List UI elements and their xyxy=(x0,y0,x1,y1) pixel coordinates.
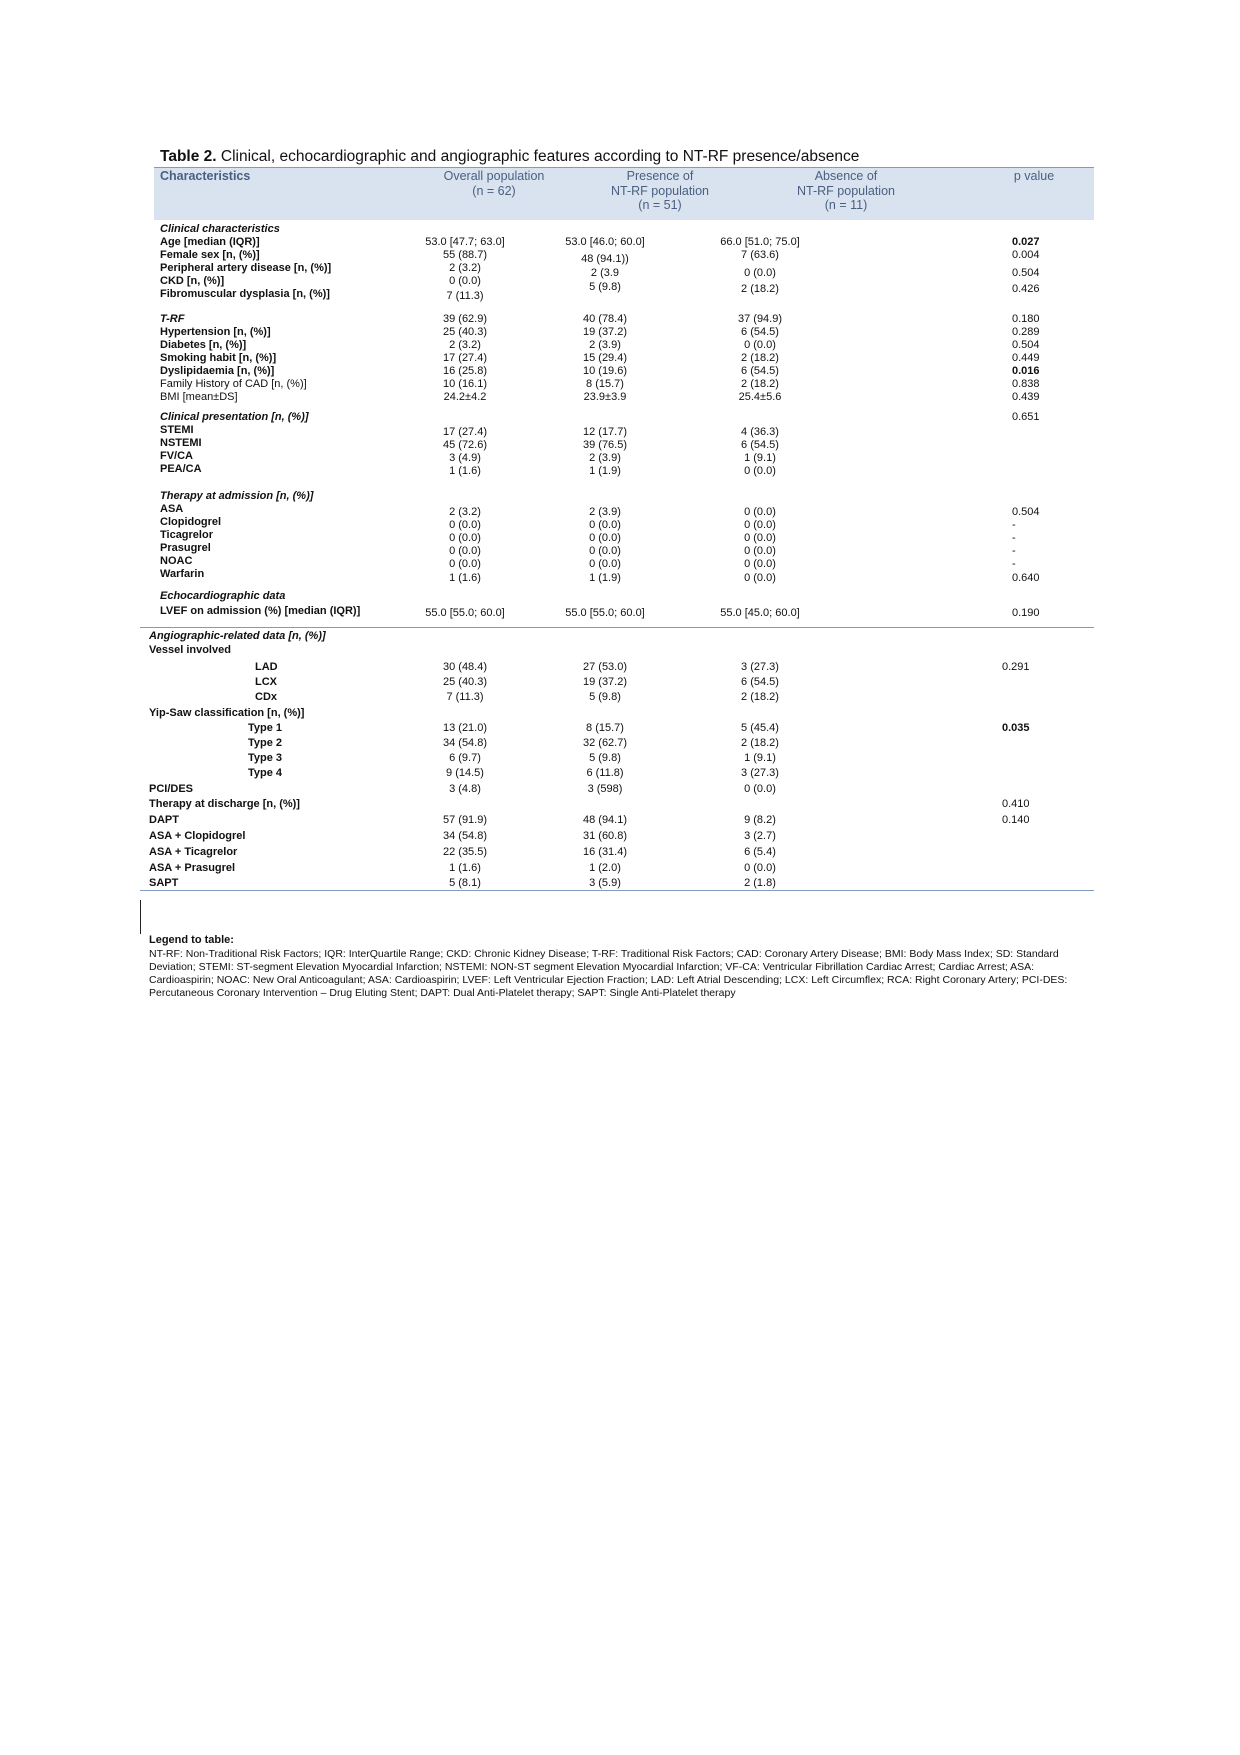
table-header xyxy=(154,167,1094,220)
row-label: T-RF xyxy=(160,313,185,325)
row-value: 8 (15.7) xyxy=(586,378,624,390)
row-label: Vessel involved xyxy=(149,644,231,656)
row-p-value: 0.426 xyxy=(1012,283,1040,295)
row-label: Type 4 xyxy=(248,767,283,779)
row-p-value: 0.027 xyxy=(1012,236,1040,248)
header-presence-line3: (n = 51) xyxy=(638,198,682,212)
row-label: CDx xyxy=(255,691,278,703)
row-label: DAPT xyxy=(149,814,179,826)
row-value: 7 (63.6) xyxy=(741,249,779,261)
row-value: 0 (0.0) xyxy=(744,506,776,518)
row-p-value: - xyxy=(1012,519,1016,531)
row-label: LVEF on admission (%) [median (IQR)] xyxy=(160,605,361,617)
row-value: 1 (9.1) xyxy=(744,452,776,464)
row-value: 39 (62.9) xyxy=(442,313,488,325)
row-label: Type 1 xyxy=(248,722,283,734)
row-value: 6 (5.4) xyxy=(744,846,776,858)
row-value: 17 (27.4) xyxy=(442,426,488,438)
table-title xyxy=(160,148,859,166)
header-absence-line1: Absence of xyxy=(814,169,878,183)
row-label: PCI/DES xyxy=(149,783,194,795)
row-label: Echocardiographic data xyxy=(160,590,286,602)
row-value: 3 (2.7) xyxy=(744,830,776,842)
row-value: 34 (54.8) xyxy=(442,737,488,749)
row-value: 2 (3.2) xyxy=(449,506,481,518)
row-label: ASA + Ticagrelor xyxy=(149,846,238,858)
row-value: 0 (0.0) xyxy=(449,519,481,531)
row-value: 31 (60.8) xyxy=(582,830,628,842)
row-value: 16 (31.4) xyxy=(582,846,628,858)
header-absence-line3: (n = 11) xyxy=(824,198,868,212)
row-p-value: 0.640 xyxy=(1012,572,1040,584)
row-value: 37 (94.9) xyxy=(737,313,783,325)
row-value: 5 (9.8) xyxy=(589,752,621,764)
row-value: 48 (94.1) xyxy=(582,814,628,826)
row-value: 2 (3.9) xyxy=(589,506,621,518)
row-value: 0 (0.0) xyxy=(589,558,621,570)
row-label: Angiographic-related data [n, (%)] xyxy=(149,630,326,642)
row-value: 3 (4.9) xyxy=(449,452,481,464)
row-value: 0 (0.0) xyxy=(744,783,776,795)
row-value: 6 (54.5) xyxy=(741,365,779,377)
header-presence xyxy=(570,169,750,213)
row-value: 10 (19.6) xyxy=(582,365,628,377)
header-absence xyxy=(756,169,936,213)
row-value: 5 (9.8) xyxy=(589,691,621,703)
row-value: 6 (54.5) xyxy=(741,326,779,338)
row-value: 5 (45.4) xyxy=(741,722,779,734)
row-value: 30 (48.4) xyxy=(442,661,488,673)
row-value: 2 (18.2) xyxy=(741,737,779,749)
row-value: 5 (8.1) xyxy=(449,877,481,889)
header-overall xyxy=(404,169,584,198)
row-value: 40 (78.4) xyxy=(582,313,628,325)
row-p-value: 0.504 xyxy=(1012,267,1040,279)
row-value: 45 (72.6) xyxy=(442,439,488,451)
row-label: ASA xyxy=(160,503,184,515)
row-value: 2 (18.2) xyxy=(741,283,779,295)
row-value: 2 (3.9) xyxy=(589,452,621,464)
row-value: 12 (17.7) xyxy=(582,426,628,438)
row-value: 2 (3.9) xyxy=(589,339,621,351)
row-p-value: 0.449 xyxy=(1012,352,1040,364)
row-value: 27 (53.0) xyxy=(582,661,628,673)
row-value: 3 (4.8) xyxy=(449,783,481,795)
row-label: Diabetes [n, (%)] xyxy=(160,339,247,351)
row-value: 0 (0.0) xyxy=(744,545,776,557)
row-label: BMI [mean±DS] xyxy=(160,391,238,403)
row-value: 0 (0.0) xyxy=(744,558,776,570)
row-value: 0 (0.0) xyxy=(589,519,621,531)
row-label: Hypertension [n, (%)] xyxy=(160,326,271,338)
row-label: Female sex [n, (%)] xyxy=(160,249,260,261)
header-absence-line2: NT-RF population xyxy=(797,183,895,198)
row-p-value: 0.504 xyxy=(1012,506,1040,518)
row-value: 3 (5.9) xyxy=(589,877,621,889)
row-value: 3 (27.3) xyxy=(741,767,779,779)
header-presence-line2: NT-RF population xyxy=(611,183,709,198)
row-value: 2 (3.9 xyxy=(590,267,620,279)
row-label: Family History of CAD [n, (%)] xyxy=(160,378,307,390)
row-value: 55 (88.7) xyxy=(442,249,488,261)
row-label: LCX xyxy=(255,676,277,688)
table-caption: Clinical, echocardiographic and angiographic features according to NT-RF presence/absence xyxy=(216,148,860,165)
row-p-value: - xyxy=(1012,558,1016,570)
row-value: 34 (54.8) xyxy=(442,830,488,842)
row-value: 53.0 [46.0; 60.0] xyxy=(565,236,645,248)
row-label: Ticagrelor xyxy=(160,529,213,541)
row-label: Peripheral artery disease [n, (%)] xyxy=(160,262,332,274)
row-value: 7 (11.3) xyxy=(446,691,484,703)
row-value: 0 (0.0) xyxy=(744,339,776,351)
row-p-value: 0.439 xyxy=(1012,391,1040,403)
row-value: 10 (16.1) xyxy=(442,378,488,390)
row-p-value: 0.651 xyxy=(1012,411,1040,423)
row-value: 0 (0.0) xyxy=(744,519,776,531)
table-bottom-rule xyxy=(140,890,1094,891)
row-value: 0 (0.0) xyxy=(744,572,776,584)
row-value: 55.0 [45.0; 60.0] xyxy=(720,607,800,619)
row-value: 6 (9.7) xyxy=(449,752,481,764)
row-label: Therapy at admission [n, (%)] xyxy=(160,490,314,502)
row-p-value: 0.190 xyxy=(1012,607,1040,619)
row-value: 66.0 [51.0; 75.0] xyxy=(720,236,800,248)
row-value: 6 (54.5) xyxy=(741,439,779,451)
row-value: 3 (598) xyxy=(587,783,623,795)
row-value: 2 (18.2) xyxy=(741,691,779,703)
row-value: 6 (54.5) xyxy=(741,676,779,688)
row-value: 24.2±4.2 xyxy=(443,391,487,403)
row-value: 19 (37.2) xyxy=(582,326,628,338)
row-value: 0 (0.0) xyxy=(449,532,481,544)
row-value: 1 (1.6) xyxy=(449,572,481,584)
row-value: 3 (27.3) xyxy=(741,661,779,673)
row-value: 32 (62.7) xyxy=(582,737,628,749)
row-value: 1 (2.0) xyxy=(589,862,621,874)
row-value: 4 (36.3) xyxy=(741,426,779,438)
row-value: 1 (9.1) xyxy=(744,752,776,764)
row-value: 57 (91.9) xyxy=(442,814,488,826)
row-value: 53.0 [47.7; 63.0] xyxy=(425,236,505,248)
legend-text: NT-RF: Non-Traditional Risk Factors; IQR: InterQuartile Range; CKD: Chronic Kidney Disease; T-RF: Traditional Risk Factors; CAD: Coronary Artery Disease; BMI: Body Mass Index; SD: Standard Deviation; STEMI: ST-segment Elevation Myocardial Infarction; NSTEMI: NON-ST segment Elevation Myocardial Infarction; VF-CA: Ventricular Fibrillation Cardiac Arrest; Cardiac Arrest; ASA: Cardioaspirin; NOAC: New Oral Anticoagulant; ASA: Cardioaspirin; LVEF: Left Ventricular Ejection Fraction; LAD: Left Atrial Descending; LCX: Left Circumflex; RCA: Right Coronary Artery; PCI-DES: Percutaneous Coronary Intervention – Drug Eluting Stent; DAPT: Dual Anti-Platelet therapy; SAPT: Single Anti-Platelet therapy xyxy=(149,948,1068,999)
row-value: 39 (76.5) xyxy=(582,439,628,451)
row-label: CKD [n, (%)] xyxy=(160,275,225,287)
row-label: NSTEMI xyxy=(160,437,202,449)
row-value: 17 (27.4) xyxy=(442,352,488,364)
row-value: 0 (0.0) xyxy=(449,275,481,287)
row-label: Type 2 xyxy=(248,737,283,749)
row-label: FV/CA xyxy=(160,450,193,462)
row-value: 1 (1.9) xyxy=(589,572,621,584)
row-value: 2 (3.2) xyxy=(449,339,481,351)
row-label: Yip-Saw classification [n, (%)] xyxy=(149,707,305,719)
row-label: Dyslipidaemia [n, (%)] xyxy=(160,365,275,377)
row-value: 16 (25.8) xyxy=(442,365,488,377)
row-value: 2 (3.2) xyxy=(449,262,481,274)
row-label: NOAC xyxy=(160,555,193,567)
row-value: 19 (37.2) xyxy=(582,676,628,688)
row-value: 0 (0.0) xyxy=(449,545,481,557)
row-value: 2 (18.2) xyxy=(741,378,779,390)
row-value: 48 (94.1)) xyxy=(581,253,629,265)
row-label: Smoking habit [n, (%)] xyxy=(160,352,277,364)
row-p-value: 0.035 xyxy=(1002,722,1030,734)
row-label: Clopidogrel xyxy=(160,516,222,528)
legend-title: Legend to table: xyxy=(149,934,234,946)
row-value: 0 (0.0) xyxy=(744,862,776,874)
row-value: 1 (1.6) xyxy=(449,465,481,477)
row-value: 1 (1.6) xyxy=(449,862,481,874)
row-value: 7 (11.3) xyxy=(446,290,484,302)
row-value: 2 (18.2) xyxy=(741,352,779,364)
row-p-value: 0.410 xyxy=(1002,798,1030,810)
section-divider xyxy=(140,627,1094,628)
row-p-value: 0.004 xyxy=(1012,249,1040,261)
row-label: ASA + Clopidogrel xyxy=(149,830,246,842)
row-value: 6 (11.8) xyxy=(586,767,624,779)
row-value: 0 (0.0) xyxy=(589,532,621,544)
header-characteristics: Characteristics xyxy=(160,169,251,183)
row-label: ASA + Prasugrel xyxy=(149,862,236,874)
row-p-value: 0.180 xyxy=(1012,313,1040,325)
row-label: STEMI xyxy=(160,424,194,436)
row-label: Prasugrel xyxy=(160,542,211,554)
row-label: Therapy at discharge [n, (%)] xyxy=(149,798,300,810)
row-value: 55.0 [55.0; 60.0] xyxy=(425,607,505,619)
row-value: 0 (0.0) xyxy=(449,558,481,570)
row-value: 9 (14.5) xyxy=(446,767,484,779)
row-label: LAD xyxy=(255,661,278,673)
row-value: 0 (0.0) xyxy=(744,267,776,279)
row-label: Fibromuscular dysplasia [n, (%)] xyxy=(160,288,330,300)
row-value: 0 (0.0) xyxy=(589,545,621,557)
row-value: 2 (1.8) xyxy=(744,877,776,889)
header-presence-line1: Presence of xyxy=(626,169,694,183)
header-p-value: p value xyxy=(1013,169,1055,183)
row-p-value: - xyxy=(1012,545,1016,557)
row-label: Clinical characteristics xyxy=(160,223,280,235)
row-label: Type 3 xyxy=(248,752,283,764)
row-value: 23.9±3.9 xyxy=(583,391,627,403)
row-value: 55.0 [55.0; 60.0] xyxy=(565,607,645,619)
row-value: 9 (8.2) xyxy=(744,814,776,826)
header-overall-line2: (n = 62) xyxy=(472,183,516,198)
table-number: Table 2. xyxy=(160,148,217,165)
row-p-value: 0.291 xyxy=(1002,661,1030,673)
text-cursor xyxy=(140,900,141,934)
row-value: 13 (21.0) xyxy=(442,722,488,734)
row-value: 1 (1.9) xyxy=(589,465,621,477)
row-value: 0 (0.0) xyxy=(744,532,776,544)
row-value: 8 (15.7) xyxy=(586,722,624,734)
row-value: 5 (9.8) xyxy=(589,281,621,293)
row-value: 0 (0.0) xyxy=(744,465,776,477)
row-p-value: - xyxy=(1012,532,1016,544)
row-p-value: 0.140 xyxy=(1002,814,1030,826)
row-label: Warfarin xyxy=(160,568,205,580)
row-label: Clinical presentation [n, (%)] xyxy=(160,411,309,423)
row-label: PEA/CA xyxy=(160,463,202,475)
row-value: 22 (35.5) xyxy=(442,846,488,858)
row-value: 25 (40.3) xyxy=(442,326,488,338)
row-label: SAPT xyxy=(149,877,179,889)
row-p-value: 0.289 xyxy=(1012,326,1040,338)
row-value: 15 (29.4) xyxy=(582,352,628,364)
header-overall-line1: Overall population xyxy=(443,169,545,183)
row-value: 25.4±5.6 xyxy=(738,391,782,403)
row-label: Age [median (IQR)] xyxy=(160,236,260,248)
row-p-value: 0.838 xyxy=(1012,378,1040,390)
row-value: 25 (40.3) xyxy=(442,676,488,688)
row-p-value: 0.016 xyxy=(1012,365,1040,377)
row-p-value: 0.504 xyxy=(1012,339,1040,351)
